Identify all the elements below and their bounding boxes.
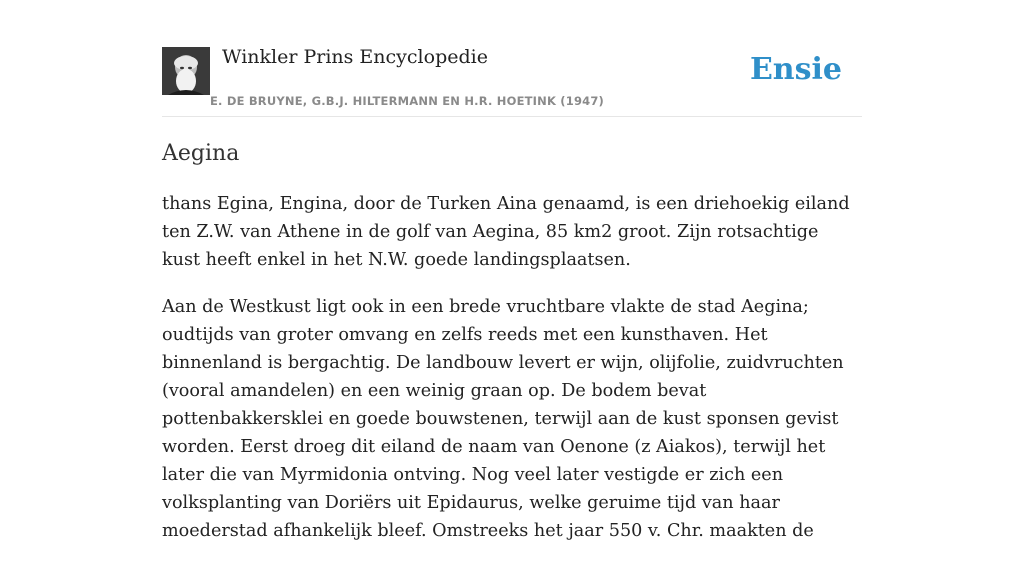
portrait-avatar-icon [162,47,210,95]
article-paragraph-1: thans Egina, Engina, door de Turken Aina genaamd, is een driehoekig eiland ten Z.W. van Athene in de golf van Aegina, 85 km2 groot. Zijn rotsachtige kust heeft enkel in het N.W. goede landingsplaatsen. [162,194,850,270]
article [162,138,862,564]
ensie-logo-link[interactable]: Ensie [749,52,842,87]
site-title[interactable]: Winkler Prins Encyclopedie [222,46,488,68]
authors-byline: E. DE BRUYNE, G.B.J. HILTERMANN EN H.R. HOETINK (1947) [210,94,605,108]
article-title: Aegina [162,141,240,166]
header [162,0,862,117]
article-paragraph-2: Aan de Westkust ligt ook in een brede vruchtbare vlakte de stad Aegina; oudtijds van groter omvang en zelfs reeds met een kunsthaven. Het binnenland is bergachtig. De landbouw levert er wijn, olijfolie, zuidvruchten (vooral amandelen) en een weinig graan op. De bodem bevat pottenbakkersklei en goede bouwstenen, terwijl aan de kust sponsen gevist worden. Eerst droeg dit eiland de naam van Oenone (z Aiakos), terwijl het later die van Myrmidonia ontving. Nog veel later vestigde er zich een volksplanting van Doriërs uit Epidaurus, welke geruime tijd van haar moederstad afhankelijk bleef. Omstreeks het jaar 550 v. Chr. maakten de [162,297,844,541]
